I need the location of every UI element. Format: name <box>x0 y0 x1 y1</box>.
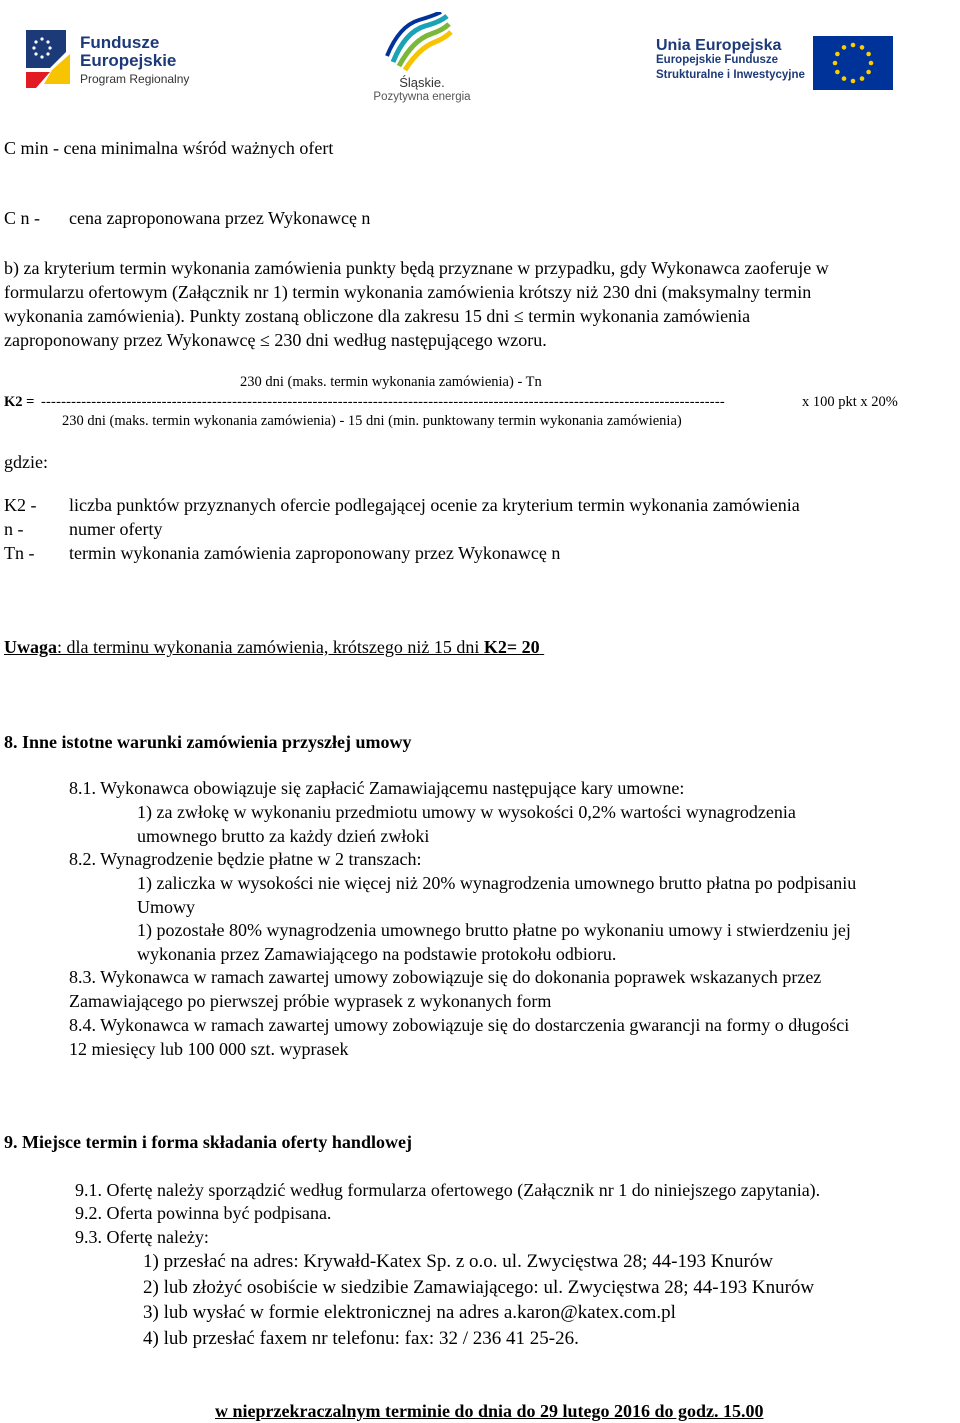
deadline-text: w nieprzekraczalnym terminie do dnia do 29 lutego 2016 do godz. 15.00 <box>215 1401 764 1421</box>
logo-fundusze-europejskie <box>22 26 212 96</box>
def-term-tn: Tn - <box>4 543 35 563</box>
sec9-line-1: 9.1. Ofertę należy sporządzić według formularza ofertowego (Załącznik nr 1 do niniejszego zapytania). <box>75 1180 821 1200</box>
cn-term: C n - <box>4 208 40 228</box>
formula-fraction-line: ---------------------------------------------------------------------------------------------------------------------------------------- <box>41 394 725 410</box>
def-text-tn: termin wykonania zamówienia zaproponowany przez Wykonawcę n <box>69 543 561 563</box>
sec8-line-3: umownego brutto za każdy dzień zwłoki <box>137 826 430 846</box>
formula-denominator: 230 dni (maks. termin wykonania zamówienia) - 15 dni (min. punktowany termin wykonania zamówienia) <box>62 413 682 429</box>
logo-unia-europejska <box>656 36 896 96</box>
sec9-line-3: 9.3. Ofertę należy: <box>75 1227 209 1247</box>
b-line-3: wykonania zamówienia). Punkty zostaną obliczone dla zakresu 15 dni ≤ termin wykonania zamówienia <box>4 306 751 326</box>
def-text-n: numer oferty <box>69 519 163 539</box>
eu-flag-icon <box>813 36 893 90</box>
uwaga-note <box>4 637 544 658</box>
uwaga-text: : dla terminu wykonania zamówienia, krótszego niż 15 dni <box>57 637 484 657</box>
section-8-title: 8. Inne istotne warunki zamówienia przyszłej umowy <box>4 732 412 752</box>
sec9-line-2: 9.2. Oferta powinna być podpisana. <box>75 1203 332 1223</box>
logo2-line2: Pozytywna energia <box>373 91 471 103</box>
sec8-line-4: 8.2. Wynagrodzenie będzie płatne w 2 transzach: <box>69 849 422 869</box>
cmin-definition: C min - cena minimalna wśród ważnych ofert <box>4 138 334 158</box>
sec8-line-8: wykonania przez Zamawiającego na podstawie protokołu odbioru. <box>137 944 617 964</box>
logo3-line3: Strukturalne i Inwestycyjne <box>656 69 805 81</box>
logo3-line1: Unia Europejska <box>656 37 782 54</box>
gdzie-label: gdzie: <box>4 452 48 472</box>
sec8-line-12: 12 miesięcy lub 100 000 szt. wyprasek <box>69 1039 349 1059</box>
formula-lhs: K2 = <box>4 394 35 410</box>
def-term-k2: K2 - <box>4 495 37 515</box>
logo-slaskie <box>360 10 480 102</box>
fundusze-flag-icon <box>22 28 74 90</box>
section-9-title: 9. Miejsce termin i forma składania oferty handlowej <box>4 1132 412 1152</box>
sec8-line-1: 8.1. Wykonawca obowiązuje się zapłacić Zamawiającemu następujące kary umowne: <box>69 778 685 798</box>
b-line-4: zaproponowany przez Wykonawcę ≤ 230 dni według następującego wzoru. <box>4 330 547 350</box>
logo1-line3: Program Regionalny <box>80 72 190 86</box>
sec9-item-4: 4) lub przesłać faxem nr telefonu: fax: 32 / 236 41 25-26. <box>143 1328 579 1349</box>
slaskie-wave-icon <box>385 12 455 72</box>
b-line-1: b) za kryterium termin wykonania zamówienia punkty będą przyznane w przypadku, gdy Wykonawca zaoferuje w <box>4 258 829 278</box>
logo2-line1: Śląskie. <box>399 75 445 90</box>
sec8-line-2: 1) za zwłokę w wykonaniu przedmiotu umowy w wysokości 0,2% wartości wynagrodzenia <box>137 802 796 822</box>
sec8-line-5: 1) zaliczka w wysokości nie więcej niż 20% wynagrodzenia umownego brutto płatna po podpisaniu <box>137 873 857 893</box>
sec8-line-9: 8.3. Wykonawca w ramach zawartej umowy zobowiązuje się do dokonania poprawek wskazanych przez <box>69 967 822 987</box>
sec8-line-7: 1) pozostałe 80% wynagrodzenia umownego brutto płatne po wykonaniu umowy i stwierdzeniu jej <box>137 920 851 940</box>
uwaga-label: Uwaga <box>4 637 57 657</box>
def-term-n: n - <box>4 519 24 539</box>
sec9-item-1: 1) przesłać na adres: Krywałd-Katex Sp. z o.o. ul. Zwycięstwa 28; 44-193 Knurów <box>143 1251 773 1272</box>
sec9-item-3: 3) lub wysłać w formie elektronicznej na adres a.karon@katex.com.pl <box>143 1302 676 1323</box>
sec8-line-11: 8.4. Wykonawca w ramach zawartej umowy zobowiązuje się do dostarczenia gwarancji na formy o długości <box>69 1015 850 1035</box>
sec8-line-10: Zamawiającego po pierwszej próbie wyprasek z wykonanych form <box>69 991 552 1011</box>
sec9-item-2: 2) lub złożyć osobiście w siedzibie Zamawiającego: ul. Zwycięstwa 28; 44-193 Knurów <box>143 1277 815 1298</box>
def-text-k2: liczba punktów przyznanych ofercie podlegającej ocenie za kryterium termin wykonania zamówienia <box>69 495 800 515</box>
logo3-line2: Europejskie Fundusze <box>656 54 779 66</box>
uwaga-value: K2= 20 <box>483 637 540 657</box>
cn-definition: cena zaproponowana przez Wykonawcę n <box>69 208 371 228</box>
formula-rhs: x 100 pkt x 20% <box>802 394 898 410</box>
sec8-line-6: Umowy <box>137 897 195 917</box>
logo1-line1: Fundusze <box>80 33 160 52</box>
b-line-2: formularzu ofertowym (Załącznik nr 1) termin wykonania zamówienia krótszy niż 230 dni (maksymalny termin <box>4 282 812 302</box>
formula-numerator: 230 dni (maks. termin wykonania zamówienia) - Tn <box>240 374 542 390</box>
logo1-line2: Europejskie <box>80 51 177 70</box>
